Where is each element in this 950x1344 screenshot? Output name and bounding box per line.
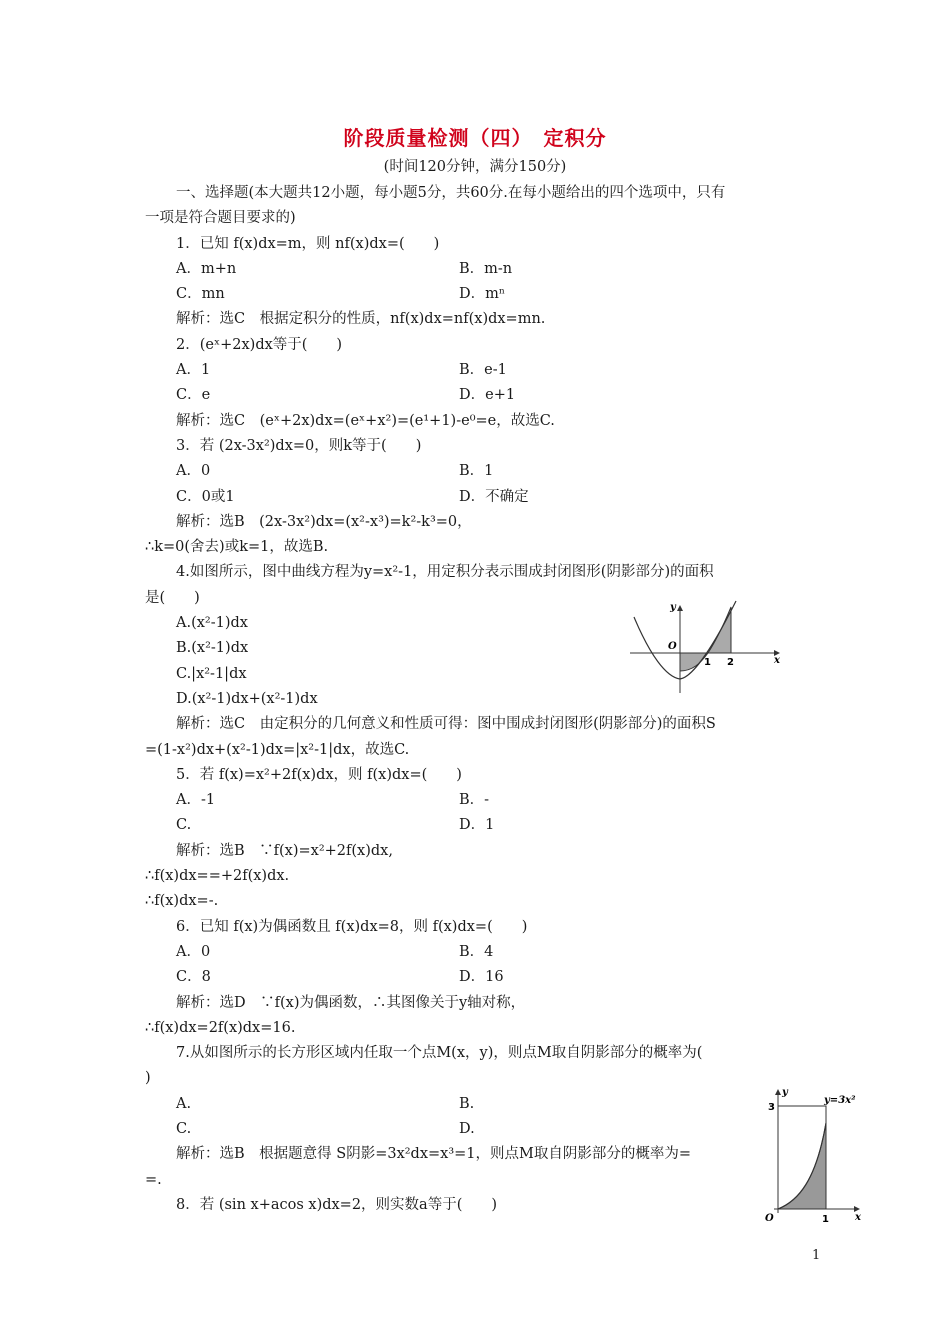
q6-option-b: B．4 [459, 943, 494, 960]
q7-option-c: C. [176, 1120, 192, 1137]
q1-options-row1 [145, 257, 805, 282]
page-number: 1 [812, 1248, 821, 1263]
q3-options-row1 [145, 459, 805, 484]
q7-solution: 解析：选B 根据题意得 S阴影=3x²dx=x³=1，则点M取自阴影部分的概率为= [176, 1146, 692, 1163]
q5-option-b: B．- [459, 792, 490, 809]
page-title: 阶段质量检测（四） 定积分 [343, 126, 607, 150]
q5-option-a: A．-1 [176, 792, 216, 809]
q3-option-c: C．0或1 [176, 488, 235, 505]
q4-solution-cont: =(1-x²)dx+(x²-1)dx=|x²-1|dx，故选C. [145, 741, 410, 758]
q1-option-c: C．mn [176, 286, 225, 303]
origin-label: O [765, 1213, 774, 1224]
q7-solution-cont: =. [145, 1171, 162, 1188]
question-7-cont: ) [145, 1070, 151, 1087]
q6-options-row2 [145, 965, 805, 990]
q5-options-row2 [145, 813, 805, 838]
x-tick-1: 1 [704, 657, 711, 668]
q2-options-row1 [145, 358, 805, 383]
origin-label: O [668, 641, 677, 652]
figure-parabola [628, 597, 788, 697]
q7-options-row1 [145, 1092, 805, 1117]
q1-options-row2 [145, 282, 805, 307]
q2-option-a: A．1 [176, 362, 211, 379]
q5-solution-step2: ∴f(x)dx==+2f(x)dx. [145, 868, 290, 885]
shaded-region [778, 1123, 826, 1209]
q5-options-row1 [145, 788, 805, 813]
question-2: 2．(eˣ+2x)dx等于( ) [176, 336, 343, 353]
q7-option-b: B. [459, 1095, 475, 1112]
y-axis-arrow [677, 605, 683, 611]
y-axis-label: y [782, 1087, 788, 1098]
q7-options-row2 [145, 1117, 805, 1142]
y-tick-3: 3 [768, 1102, 775, 1113]
figure-rectangle [758, 1085, 868, 1230]
question-3: 3．若 (2x-3x²)dx=0，则k等于( ) [176, 437, 422, 454]
question-4-cont: 是( ) [145, 589, 200, 606]
q5-solution-step3: ∴f(x)dx=-. [145, 893, 219, 910]
q6-options-row1 [145, 940, 805, 965]
q2-option-b: B．e-1 [459, 362, 507, 379]
y-axis-arrow [775, 1089, 781, 1095]
q1-solution: 解析：选C 根据定积分的性质，nf(x)dx=nf(x)dx=mn. [176, 311, 546, 328]
q4-option-b: B.(x²-1)dx [176, 640, 249, 657]
q2-options-row2 [145, 383, 805, 408]
x-axis-label: x [774, 655, 780, 666]
q6-option-d: D．16 [459, 969, 504, 986]
q4-option-a: A.(x²-1)dx [176, 615, 248, 632]
exam-body [145, 181, 805, 1218]
q2-solution: 解析：选C (eˣ+2x)dx=(eˣ+x²)=(e¹+1)-e⁰=e，故选C. [176, 412, 555, 429]
q3-options-row2 [145, 485, 805, 510]
q2-option-c: C．e [176, 387, 211, 404]
q5-solution: 解析：选B ∵f(x)=x²+2f(x)dx, [176, 842, 393, 859]
q6-solution-cont: ∴f(x)dx=2f(x)dx=16. [145, 1019, 296, 1036]
curve-label: y=3x² [824, 1095, 856, 1106]
x-tick-2: 2 [727, 657, 734, 668]
question-4: 4.如图所示，图中曲线方程为y=x²-1，用定积分表示围成封闭图形(阴影部分)的面积 [176, 564, 714, 581]
section-heading: 一、选择题(本大题共12小题，每小题5分，共60分.在每小题给出的四个选项中，只有 [176, 185, 726, 201]
q3-option-a: A．0 [176, 463, 211, 480]
q4-option-c: C.|x²-1|dx [176, 665, 247, 682]
x-tick-1: 1 [822, 1214, 829, 1225]
question-8: 8．若 (sin x+acos x)dx=2，则实数a等于( ) [176, 1196, 498, 1213]
q1-option-a: A．m+n [176, 260, 237, 277]
q6-option-a: A．0 [176, 943, 211, 960]
q3-solution: 解析：选B (2x-3x²)dx=(x²-x³)=k²-k³=0， [176, 513, 472, 530]
x-axis-label: x [855, 1212, 861, 1223]
question-6: 6．已知 f(x)为偶函数且 f(x)dx=8，则 f(x)dx=( ) [176, 918, 528, 935]
q3-option-d: D．不确定 [459, 488, 529, 505]
q7-option-d: D. [459, 1120, 475, 1137]
q5-option-d: D．1 [459, 817, 495, 834]
q4-option-d: D.(x²-1)dx+(x²-1)dx [176, 690, 318, 707]
q6-solution: 解析：选D ∵f(x)为偶函数，∴其图像关于y轴对称， [176, 994, 526, 1011]
q1-option-d: D．mⁿ [459, 286, 506, 303]
question-5: 5．若 f(x)=x²+2f(x)dx，则 f(x)dx=( ) [176, 766, 462, 783]
q6-option-c: C．8 [176, 969, 211, 986]
q4-solution: 解析：选C 由定积分的几何意义和性质可得：图中围成封闭图形(阴影部分)的面积S [176, 716, 716, 733]
q7-option-a: A. [176, 1095, 192, 1112]
q5-option-c: C. [176, 817, 192, 834]
question-7: 7.从如图所示的长方形区域内任取一个点M(x，y)，则点M取自阴影部分的概率为( [176, 1045, 703, 1062]
q3-solution-cont: ∴k=0(舍去)或k=1，故选B. [145, 539, 329, 556]
q2-option-d: D．e+1 [459, 387, 516, 404]
y-axis-label: y [670, 602, 676, 613]
section-heading-cont: 一项是符合题目要求的) [145, 210, 296, 227]
page-subtitle: (时间120分钟，满分150分) [383, 159, 567, 175]
q3-option-b: B．1 [459, 463, 494, 480]
q1-option-b: B．m-n [459, 260, 513, 277]
question-1: 1．已知 f(x)dx=m，则 nf(x)dx=( ) [176, 235, 440, 252]
